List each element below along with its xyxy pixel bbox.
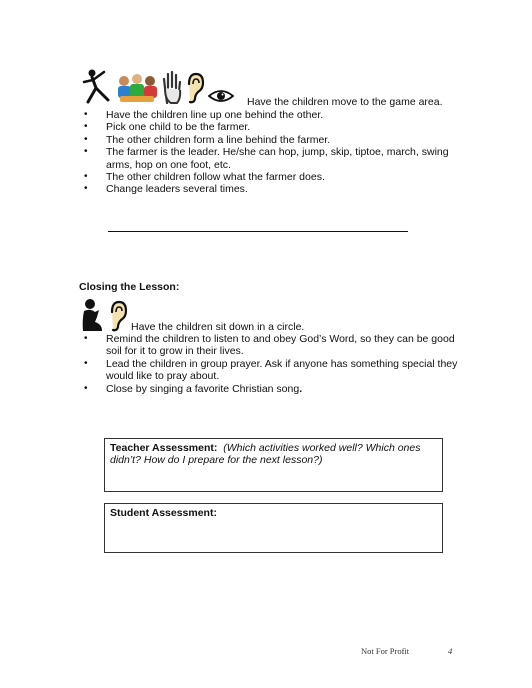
game-steps [81,109,461,196]
eye-icon [208,88,234,104]
closing-intro: Have the children sit down in a circle. [131,321,305,333]
student-assessment-label: Student Assessment: [110,507,217,519]
teacher-assessment-hint: (Which activities worked well? Which ones didn’t? How do I prepare for the next lesson?) [110,442,421,466]
children-group-icon [115,72,159,104]
page-number: 4 [448,646,453,656]
footer-text: Not For Profit [361,646,410,656]
list-item: • Pick one child to be the farmer. [81,121,461,133]
closing-icons [80,298,128,332]
list-item: • The other children follow what the farmer does. [81,171,461,183]
closing-heading: Closing the Lesson: [79,281,180,293]
list-item-text: Close by singing a favorite Christian song [106,382,300,395]
section-divider [108,231,408,232]
teacher-assessment-box[interactable] [104,438,443,492]
activity-icons [82,68,234,104]
list-item: • The farmer is the leader. He/she can hop, jump, skip, tiptoe, march, swing arms, hop on one foot, etc. [81,146,461,171]
list-item: • Lead the children in group prayer. Ask if anyone has something special they would like to pray about. [81,358,461,383]
list-item: • Remind the children to listen to and obey God’s Word, so they can be good soil for it to grow in their lives. [81,333,461,358]
teacher-assessment-label: Teacher Assessment: [110,442,218,454]
list-item: • The other children form a line behind the farmer. [81,134,461,146]
closing-steps [81,333,461,395]
stretching-figure-icon [82,68,112,104]
list-item: • Change leaders several times. [81,183,461,195]
list-item [81,383,461,395]
list-item: • Have the children line up one behind the other. [81,109,461,121]
ear-icon [108,300,128,332]
ear-icon [185,72,205,104]
game-intro: Have the children move to the game area. [247,96,443,108]
praying-child-icon [80,298,104,332]
list-item-period: . [299,382,303,395]
student-assessment-box[interactable] [104,503,443,553]
hand-icon [162,70,182,104]
